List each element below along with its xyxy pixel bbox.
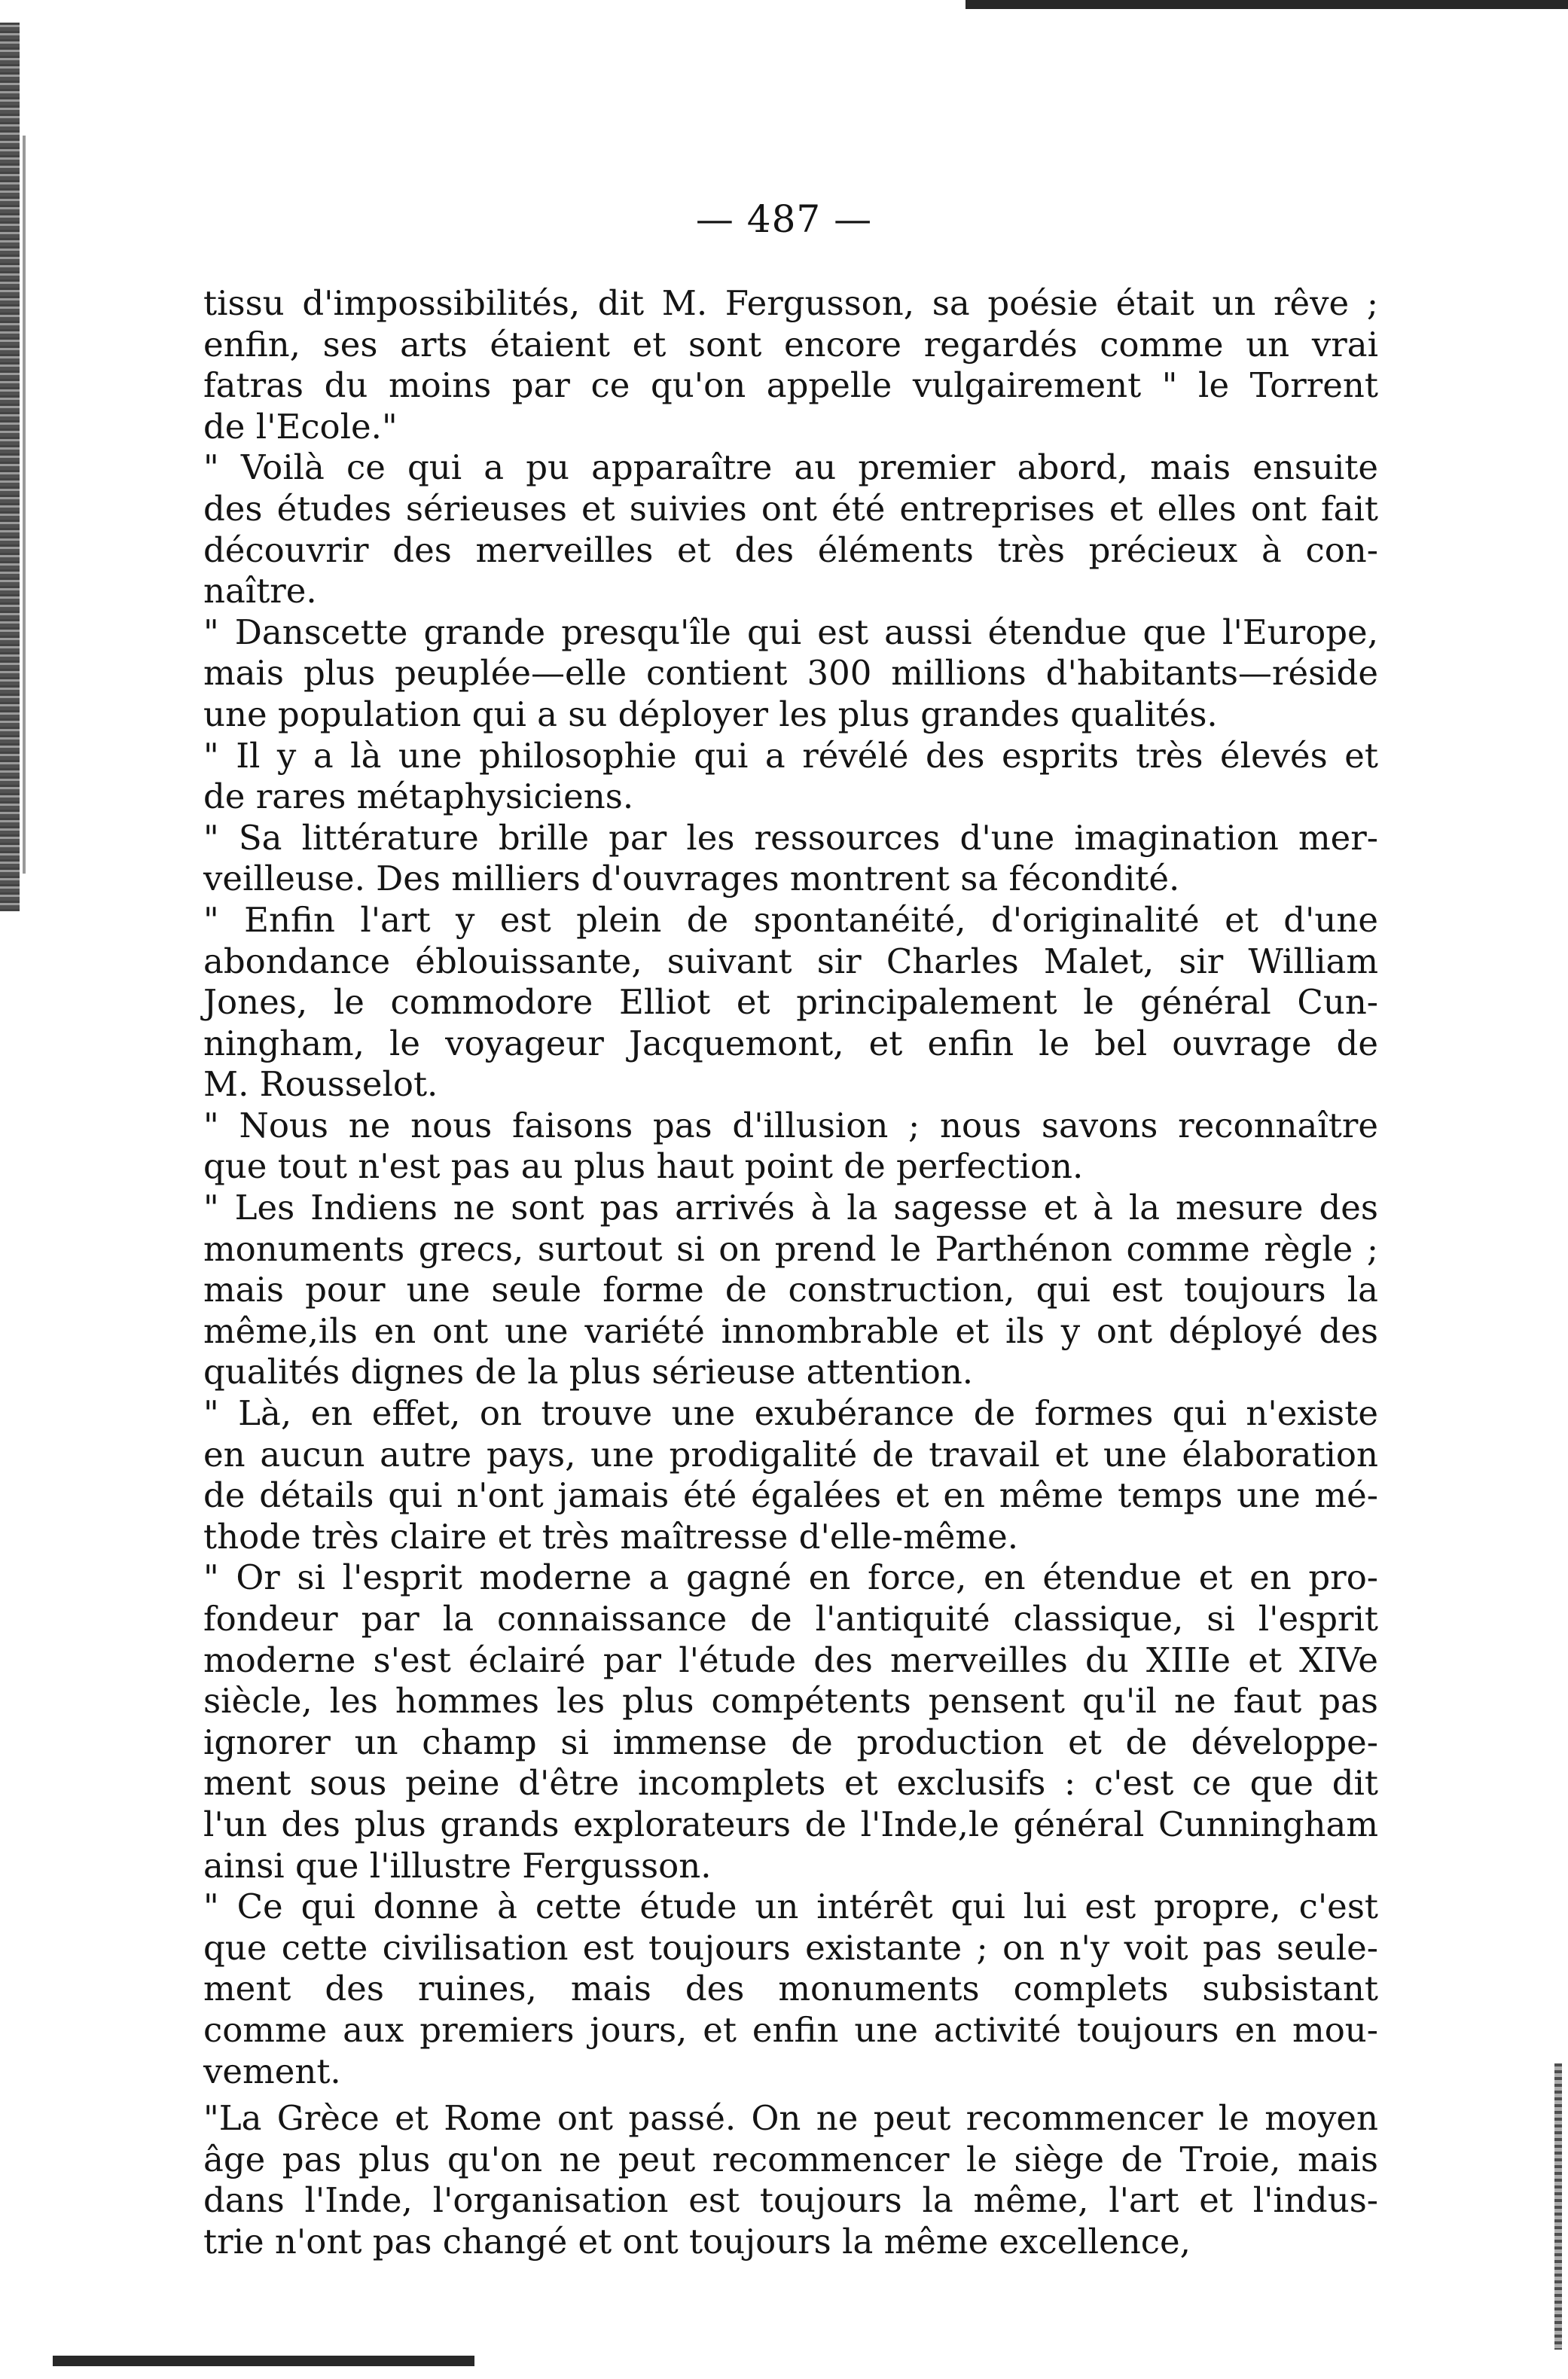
text-line: thode très claire et très maîtresse d'elle-même. [203,1516,1018,1557]
text-line: que tout n'est pas au plus haut point de perfection. [203,1146,1084,1187]
text-line: tissu d'impossibilités, dit M. Fergusson, sa poésie était un rêve ; [203,283,1378,323]
text-line: fondeur par la connaissance de l'antiquité classique, si l'esprit [203,1599,1378,1639]
scan-edge-bottom [53,2356,474,2366]
text-line: ainsi que l'illustre Fergusson. [203,1845,712,1886]
text-line: " Nous ne nous faisons pas d'illusion ; nous savons reconnaître [203,1105,1378,1145]
text-line: " Sa littérature brille par les ressources d'une imagination mer- [203,817,1378,858]
text-line: même,ils en ont une variété innombrable et ils y ont déployé des [203,1310,1378,1351]
text-line: " Voilà ce qui a pu apparaître au premier abord, mais ensuite [203,447,1378,488]
scan-edge-top [966,0,1568,9]
page-number: — 487 — [695,197,873,241]
scan-edge-left-thin [23,136,26,874]
text-line: abondance éblouissante, suivant sir Charles Malet, sir William [203,941,1378,981]
text-line: mais pour une seule forme de construction, qui est toujours la [203,1270,1378,1310]
text-line: " Danscette grande presqu'île qui est aussi étendue que l'Europe, [203,612,1378,652]
text-line: " Ce qui donne à cette étude un intérêt qui lui est propre, c'est [203,1886,1378,1927]
text-line: fatras du moins par ce qu'on appelle vulgairement " le Torrent [203,365,1378,406]
scan-edge-left [0,23,20,911]
text-line: ningham, le voyageur Jacquemont, et enfin le bel ouvrage de [203,1023,1378,1063]
text-line: que cette civilisation est toujours existante ; on n'y voit pas seule- [203,1927,1378,1968]
text-line: enfin, ses arts étaient et sont encore regardés comme un vrai [203,324,1378,364]
text-line: trie n'ont pas changé et ont toujours la même excellence, [203,2221,1191,2262]
text-line: Jones, le commodore Elliot et principalement le général Cun- [203,982,1378,1023]
text-line: qualités dignes de la plus sérieuse attention. [203,1352,974,1392]
text-line: des études sérieuses et suivies ont été entreprises et elles ont fait [203,488,1378,529]
text-line: de détails qui n'ont jamais été égalées et en même temps une mé- [203,1475,1378,1516]
text-line: de l'Ecole." [203,406,398,447]
text-line: vement. [203,2051,341,2091]
text-line: " Enfin l'art y est plein de spontanéité, d'originalité et d'une [203,899,1378,940]
text-line: en aucun autre pays, une prodigalité de travail et une élaboration [203,1434,1378,1475]
text-line: moderne s'est éclairé par l'étude des merveilles du XIIIe et XIVe [203,1639,1378,1680]
text-line: découvrir des merveilles et des éléments très précieux à con- [203,529,1378,570]
text-line: mais plus peuplée—elle contient 300 millions d'habitants—réside [203,653,1378,694]
text-line: ignorer un champ si immense de production et de développe- [203,1722,1378,1762]
text-line: veilleuse. Des milliers d'ouvrages montrent sa fécondité. [203,859,1180,899]
text-line: " Là, en effet, on trouve une exubérance de formes qui n'existe [203,1393,1378,1434]
text-line: naître. [203,571,317,612]
paragraph-gap [203,2092,1378,2098]
text-line: "La Grèce et Rome ont passé. On ne peut recommencer le moyen [203,2098,1378,2139]
text-line: ment des ruines, mais des monuments complets subsistant [203,1969,1378,2009]
text-line: " Il y a là une philosophie qui a révélé des esprits très élevés et [203,735,1378,776]
page-text-block [203,283,1378,2263]
text-line: " Or si l'esprit moderne a gagné en force, en étendue et en pro- [203,1557,1378,1598]
text-line: une population qui a su déployer les plus grandes qualités. [203,694,1218,734]
text-line: de rares métaphysiciens. [203,776,634,817]
text-line: monuments grecs, surtout si on prend le Parthénon comme règle ; [203,1228,1378,1269]
text-line: ment sous peine d'être incomplets et exclusifs : c'est ce que dit [203,1763,1378,1804]
text-line: l'un des plus grands explorateurs de l'Inde,le général Cunningham [203,1804,1378,1844]
scan-edge-right [1554,2063,1562,2350]
text-line: âge pas plus qu'on ne peut recommencer le siège de Troie, mais [203,2139,1378,2179]
text-line: comme aux premiers jours, et enfin une activité toujours en mou- [203,2009,1378,2050]
text-line: siècle, les hommes les plus compétents pensent qu'il ne faut pas [203,1681,1378,1722]
text-line: dans l'Inde, l'organisation est toujours la même, l'art et l'indus- [203,2180,1378,2221]
text-line: " Les Indiens ne sont pas arrivés à la sagesse et à la mesure des [203,1188,1378,1228]
text-line: M. Rousselot. [203,1064,438,1105]
